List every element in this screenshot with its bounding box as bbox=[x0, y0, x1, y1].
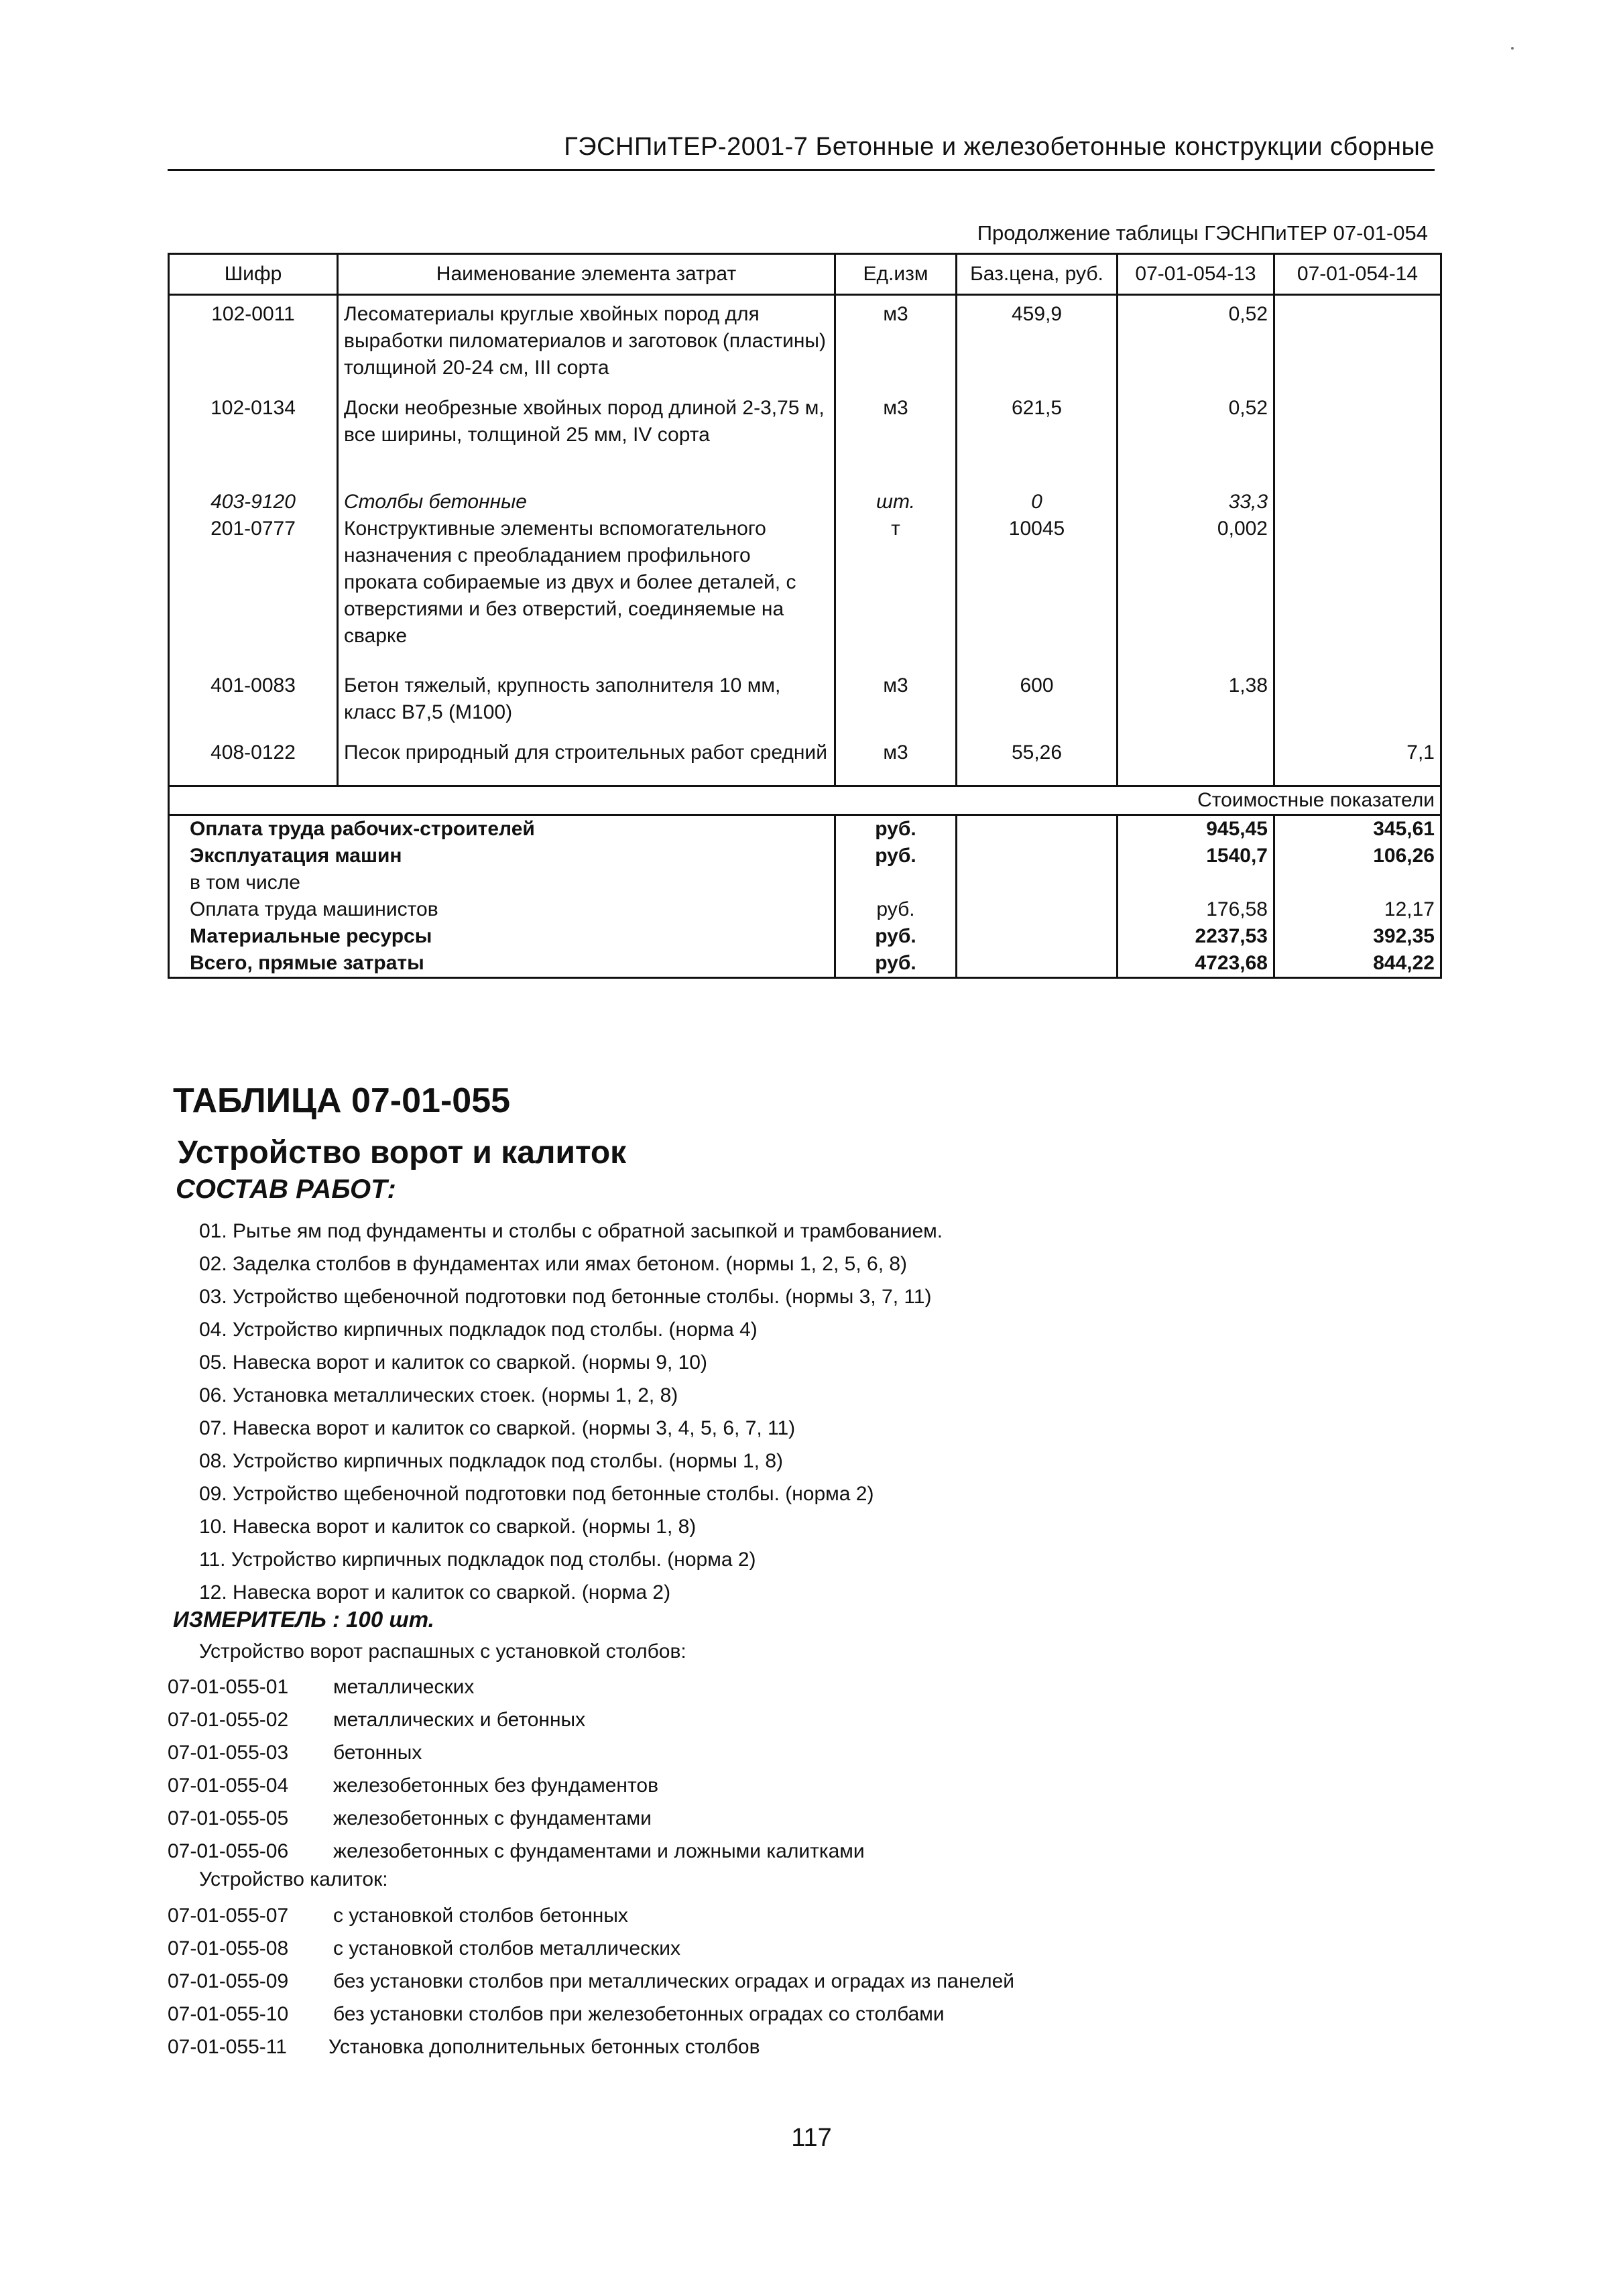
list-item: 05. Навеска ворот и калиток со сваркой. (нормы 9, 10) bbox=[199, 1351, 707, 1374]
totals-row bbox=[169, 896, 1441, 923]
total-value-13: 4723,68 bbox=[1118, 950, 1274, 978]
row-unit: шт. bbox=[835, 489, 957, 516]
row-code: 403-9120 bbox=[169, 489, 338, 516]
list-item: 10. Навеска ворот и калиток со сваркой. (нормы 1, 8) bbox=[199, 1516, 697, 1538]
norm-code: 07-01-055-07 bbox=[168, 1905, 289, 1927]
header-name: Наименование элемента затрат bbox=[338, 254, 835, 295]
gates-group-label: Устройство ворот распашных с установкой столбов: bbox=[199, 1640, 686, 1663]
row-code: 201-0777 bbox=[169, 516, 338, 650]
total-price-empty bbox=[957, 950, 1118, 978]
totals-row bbox=[169, 815, 1441, 843]
norm-description: без установки столбов при железобетонных оградах со столбами bbox=[333, 2003, 945, 2025]
row-name: Конструктивные элементы вспомогательного назначения с преобладанием профильного проката собираемые из двух и более деталей, с отверстиями и без отверстий, соединяемые на сварке bbox=[338, 516, 835, 650]
total-value-13: 945,45 bbox=[1118, 815, 1274, 843]
total-value-13: 1540,7 bbox=[1118, 843, 1274, 869]
table-row bbox=[169, 739, 1441, 766]
wickets-group-label: Устройство калиток: bbox=[199, 1868, 388, 1890]
header-rule bbox=[168, 169, 1435, 171]
table-row bbox=[169, 516, 1441, 650]
header-price: Баз.цена, руб. bbox=[957, 254, 1118, 295]
total-value-14: 106,26 bbox=[1274, 843, 1441, 869]
works-list bbox=[199, 1215, 943, 1609]
total-name: Всего, прямые затраты bbox=[169, 950, 835, 978]
header-norm-14: 07-01-054-14 bbox=[1274, 254, 1441, 295]
total-value-14: 392,35 bbox=[1274, 923, 1441, 950]
total-name: Оплата труда машинистов bbox=[169, 896, 835, 923]
row-gap bbox=[169, 766, 1441, 786]
list-item: 08. Устройство кирпичных подкладок под столбы. (нормы 1, 8) bbox=[199, 1450, 783, 1472]
row-price: 10045 bbox=[957, 516, 1118, 650]
total-price-empty bbox=[957, 869, 1118, 896]
total-value-13: 176,58 bbox=[1118, 896, 1274, 923]
row-gap bbox=[169, 650, 1441, 672]
norm-description: металлических bbox=[333, 1676, 475, 1698]
total-unit: руб. bbox=[835, 815, 957, 843]
page-number: 117 bbox=[791, 2124, 832, 2152]
norm-description: железобетонных с фундаментами и ложными калитками bbox=[333, 1840, 865, 1862]
norm-description: металлических и бетонных bbox=[333, 1709, 586, 1731]
norm-code: 07-01-055-09 bbox=[168, 1970, 289, 1992]
norm-description: железобетонных с фундаментами bbox=[333, 1807, 652, 1829]
totals-row bbox=[169, 923, 1441, 950]
table-header-row bbox=[169, 254, 1441, 295]
table-row bbox=[169, 395, 1441, 448]
row-value-14 bbox=[1274, 395, 1441, 448]
cost-indicators-label: Стоимостные показатели bbox=[169, 786, 1441, 815]
row-unit: м3 bbox=[835, 395, 957, 448]
resource-table bbox=[168, 253, 1442, 979]
row-value-13: 0,52 bbox=[1118, 395, 1274, 448]
total-value-14: 345,61 bbox=[1274, 815, 1441, 843]
scan-speck bbox=[1511, 47, 1514, 50]
total-name: Эксплуатация машин bbox=[169, 843, 835, 869]
totals-row bbox=[169, 950, 1441, 978]
norm-code: 07-01-055-06 bbox=[168, 1840, 289, 1862]
header-code: Шифр bbox=[169, 254, 338, 295]
list-item: 09. Устройство щебеночной подготовки под бетонные столбы. (норма 2) bbox=[199, 1483, 874, 1505]
measure-unit: ИЗМЕРИТЕЛЬ : 100 шт. bbox=[173, 1607, 434, 1632]
row-name: Столбы бетонные bbox=[338, 489, 835, 516]
list-item: 02. Заделка столбов в фундаментах или ямах бетоном. (нормы 1, 2, 5, 6, 8) bbox=[199, 1253, 908, 1275]
norm-code: 07-01-055-08 bbox=[168, 1937, 289, 1959]
row-price: 621,5 bbox=[957, 395, 1118, 448]
total-unit bbox=[835, 869, 957, 896]
total-name: в том числе bbox=[169, 869, 835, 896]
totals-row bbox=[169, 843, 1441, 869]
row-name: Бетон тяжелый, крупность заполнителя 10 мм, класс В7,5 (М100) bbox=[338, 672, 835, 726]
total-value-14 bbox=[1274, 869, 1441, 896]
section-title: ТАБЛИЦА 07-01-055 bbox=[173, 1081, 511, 1120]
row-value-14 bbox=[1274, 489, 1441, 516]
norm-code: 07-01-055-05 bbox=[168, 1807, 289, 1829]
total-value-14: 12,17 bbox=[1274, 896, 1441, 923]
norm-code: 07-01-055-11 bbox=[168, 2036, 287, 2058]
norm-description: с установкой столбов металлических bbox=[333, 1937, 680, 1959]
row-unit: т bbox=[835, 516, 957, 650]
row-price: 55,26 bbox=[957, 739, 1118, 766]
running-head: ГЭСНПиТЕР-2001-7 Бетонные и железобетонные конструкции сборные bbox=[564, 133, 1435, 161]
total-price-empty bbox=[957, 843, 1118, 869]
row-code: 102-0134 bbox=[169, 395, 338, 448]
row-code: 102-0011 bbox=[169, 295, 338, 382]
works-heading: СОСТАВ РАБОТ: bbox=[176, 1174, 396, 1204]
norm-description: бетонных bbox=[333, 1742, 422, 1764]
total-price-empty bbox=[957, 896, 1118, 923]
list-item: 12. Навеска ворот и калиток со сваркой. (норма 2) bbox=[199, 1581, 671, 1604]
table-row bbox=[169, 672, 1441, 726]
list-item: 04. Устройство кирпичных подкладок под столбы. (норма 4) bbox=[199, 1319, 758, 1341]
totals-row bbox=[169, 869, 1441, 896]
row-value-14 bbox=[1274, 295, 1441, 382]
list-item: 01. Рытье ям под фундаменты и столбы с обратной засыпкой и трамбованием. bbox=[199, 1220, 943, 1242]
row-value-13: 1,38 bbox=[1118, 672, 1274, 726]
table-continuation-caption: Продолжение таблицы ГЭСНПиТЕР 07-01-054 bbox=[977, 221, 1428, 245]
norm-code: 07-01-055-04 bbox=[168, 1774, 289, 1797]
header-norm-13: 07-01-054-13 bbox=[1118, 254, 1274, 295]
row-unit: м3 bbox=[835, 672, 957, 726]
norm-code: 07-01-055-01 bbox=[168, 1676, 289, 1698]
row-value-14 bbox=[1274, 516, 1441, 650]
row-gap bbox=[169, 448, 1441, 489]
total-unit: руб. bbox=[835, 923, 957, 950]
row-gap bbox=[169, 726, 1441, 739]
row-unit: м3 bbox=[835, 295, 957, 382]
row-unit: м3 bbox=[835, 739, 957, 766]
row-value-14 bbox=[1274, 672, 1441, 726]
row-value-13: 0,52 bbox=[1118, 295, 1274, 382]
norm-description: железобетонных без фундаментов bbox=[333, 1774, 659, 1797]
row-gap bbox=[169, 381, 1441, 395]
table-row bbox=[169, 489, 1441, 516]
norm-description: с установкой столбов бетонных bbox=[333, 1905, 628, 1927]
total-unit: руб. bbox=[835, 896, 957, 923]
norm-code: 07-01-055-03 bbox=[168, 1742, 289, 1764]
row-name: Песок природный для строительных работ средний bbox=[338, 739, 835, 766]
section-subtitle: Устройство ворот и калиток bbox=[178, 1135, 627, 1170]
norm-description: Установка дополнительных бетонных столбов bbox=[328, 2036, 760, 2058]
row-price: 600 bbox=[957, 672, 1118, 726]
row-value-13: 33,3 bbox=[1118, 489, 1274, 516]
row-name: Доски необрезные хвойных пород длиной 2-3,75 м, все ширины, толщиной 25 мм, IV сорта bbox=[338, 395, 835, 448]
row-price: 0 bbox=[957, 489, 1118, 516]
table-row bbox=[169, 295, 1441, 382]
list-item: 07. Навеска ворот и калиток со сваркой. (нормы 3, 4, 5, 6, 7, 11) bbox=[199, 1417, 796, 1439]
row-value-14: 7,1 bbox=[1274, 739, 1441, 766]
list-item: 03. Устройство щебеночной подготовки под бетонные столбы. (нормы 3, 7, 11) bbox=[199, 1286, 932, 1308]
list-item: 11. Устройство кирпичных подкладок под столбы. (норма 2) bbox=[199, 1549, 756, 1571]
header-unit: Ед.изм bbox=[835, 254, 957, 295]
total-value-14: 844,22 bbox=[1274, 950, 1441, 978]
row-value-13: 0,002 bbox=[1118, 516, 1274, 650]
total-price-empty bbox=[957, 815, 1118, 843]
norm-code: 07-01-055-02 bbox=[168, 1709, 289, 1731]
total-unit: руб. bbox=[835, 843, 957, 869]
total-unit: руб. bbox=[835, 950, 957, 978]
total-price-empty bbox=[957, 923, 1118, 950]
total-value-13 bbox=[1118, 869, 1274, 896]
norm-code: 07-01-055-10 bbox=[168, 2003, 289, 2025]
row-price: 459,9 bbox=[957, 295, 1118, 382]
row-code: 408-0122 bbox=[169, 739, 338, 766]
list-item: 06. Установка металлических стоек. (нормы 1, 2, 8) bbox=[199, 1384, 678, 1406]
cost-indicators-band bbox=[169, 786, 1441, 815]
row-code: 401-0083 bbox=[169, 672, 338, 726]
total-name: Оплата труда рабочих-строителей bbox=[169, 815, 835, 843]
row-name: Лесоматериалы круглые хвойных пород для выработки пиломатериалов и заготовок (пластины) толщиной 20-24 см, III сорта bbox=[338, 295, 835, 382]
total-value-13: 2237,53 bbox=[1118, 923, 1274, 950]
row-value-13 bbox=[1118, 739, 1274, 766]
total-name: Материальные ресурсы bbox=[169, 923, 835, 950]
norm-description: без установки столбов при металлических оградах и оградах из панелей bbox=[333, 1970, 1015, 1992]
